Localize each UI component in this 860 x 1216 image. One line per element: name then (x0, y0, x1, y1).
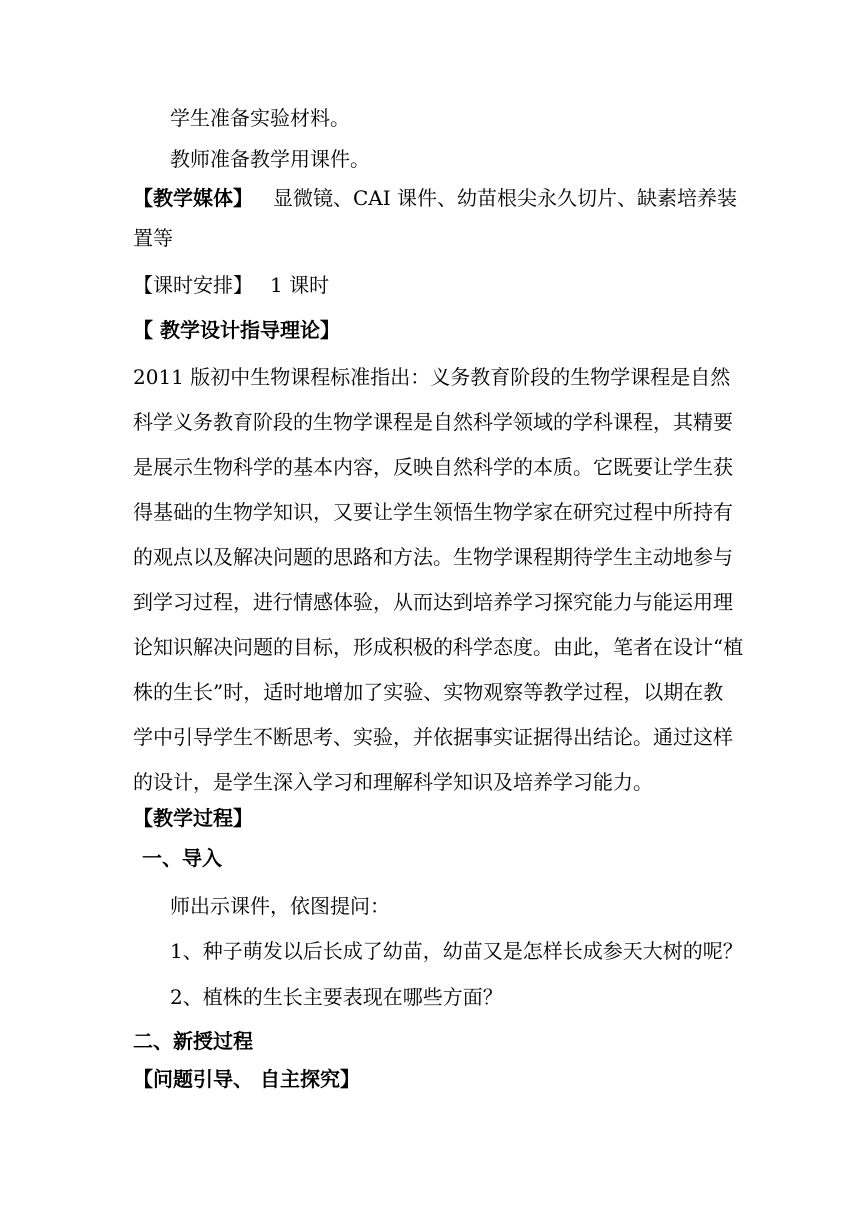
schedule-value: 1 课时 (270, 273, 330, 297)
section1-question-2: 2、植株的生长主要表现在哪些方面？ (170, 985, 503, 1009)
theory-line: 学中引导学生不断思考、实验，并依据事实证据得出结论。通过这样 (133, 725, 733, 749)
theory-line: 到学习过程，进行情感体验，从而达到培养学习探究能力与能运用理 (133, 590, 733, 614)
prep-teacher-line: 教师准备教学用课件。 (170, 147, 370, 171)
section1-question-1: 1、种子萌发以后长成了幼苗，幼苗又是怎样长成参天大树的呢？ (170, 939, 743, 963)
theory-line: 的设计，是学生深入学习和理解科学知识及培养学习能力。 (133, 770, 653, 794)
theory-line: 得基础的生物学知识，又要让学生领悟生物学家在研究过程中所持有 (133, 500, 733, 524)
theory-line: 的观点以及解决问题的思路和方法。生物学课程期待学生主动地参与 (133, 545, 733, 569)
media-label: 【教学媒体】 (133, 186, 253, 210)
theory-heading: 【 教学设计指导理论】 (133, 318, 340, 342)
process-heading: 【教学过程】 (133, 806, 253, 830)
section2-title: 二、新授过程 (133, 1029, 253, 1053)
prep-student-line: 学生准备实验材料。 (170, 106, 350, 130)
theory-line: 是展示生物科学的基本内容，反映自然科学的本质。它既要让学生获 (133, 455, 733, 479)
media-text-line2: 置等 (133, 226, 173, 250)
theory-line: 株的生长”时，适时地增加了实验、实物观察等教学过程，以期在教 (133, 680, 724, 704)
section1-intro: 师出示课件，依图提问： (170, 894, 390, 918)
theory-line: 2011 版初中生物课程标准指出：义务教育阶段的生物学课程是自然 (133, 365, 731, 389)
theory-line: 科学义务教育阶段的生物学课程是自然科学领域的学科课程，其精要 (133, 410, 733, 434)
section2-subheading: 【问题引导、 自主探究】 (133, 1067, 360, 1091)
media-text-line1: 显微镜、CAI 课件、幼苗根尖永久切片、缺素培养装 (273, 186, 738, 210)
section1-title: 一、导入 (142, 846, 222, 870)
theory-line: 论知识解决问题的目标，形成积极的科学态度。由此，笔者在设计“植 (133, 635, 744, 659)
schedule-label: 【课时安排】 (133, 273, 253, 297)
